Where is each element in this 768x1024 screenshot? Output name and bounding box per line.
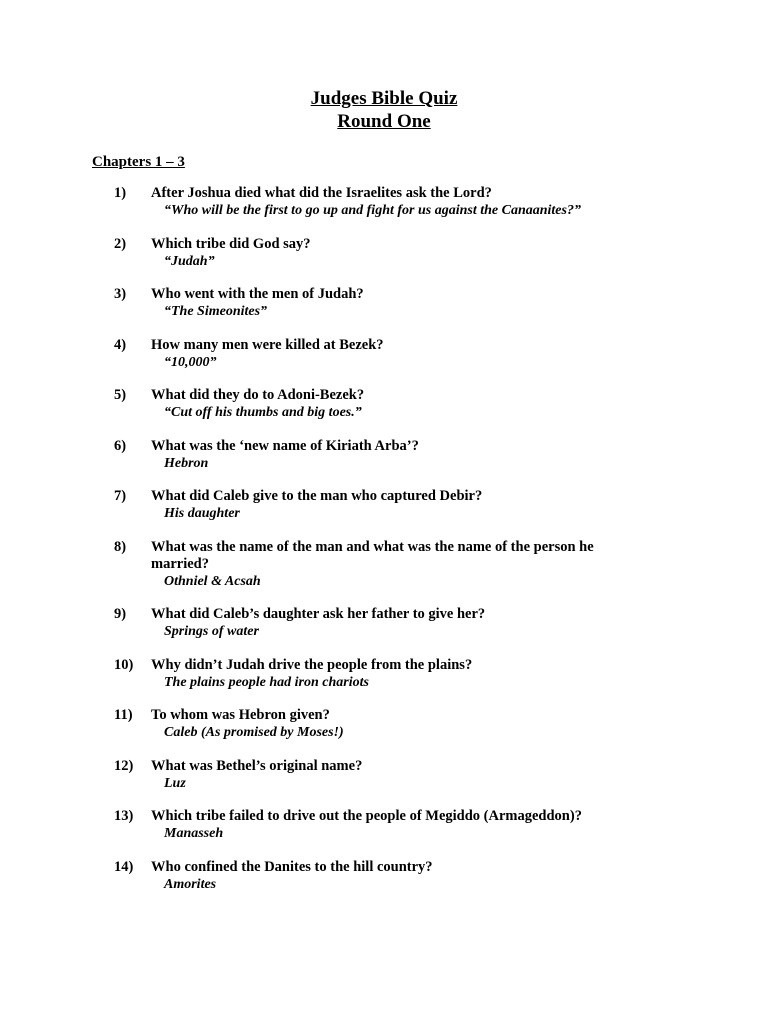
question-text: Who went with the men of Judah? [151, 286, 364, 302]
question-item [0, 488, 768, 522]
question-number: 13) [114, 808, 134, 824]
question-text: What did they do to Adoni-Bezek? [151, 387, 365, 403]
answer-text: “Who will be the first to go up and fight for us against the Canaanites?” [164, 203, 581, 218]
question-number: 5) [114, 387, 127, 403]
question-number: 7) [114, 488, 127, 504]
section-heading: Chapters 1 – 3 [92, 154, 185, 170]
answer-text: “Judah” [164, 253, 215, 269]
question-number: 2) [114, 235, 127, 252]
question-number: 3) [114, 286, 127, 302]
answer-text: Hebron [164, 455, 209, 471]
question-text: How many men were killed at Bezek? [151, 336, 384, 353]
question-number: 14) [114, 858, 134, 875]
question-item [0, 539, 768, 590]
question-number: 6) [114, 437, 127, 454]
question-item [0, 286, 768, 320]
question-item [0, 859, 768, 893]
answer-text: Othniel & Acsah [164, 573, 261, 589]
answer-text: The plains people had iron chariots [164, 674, 369, 690]
question-text: What was the name of the man and what was the name of the person he married? [151, 538, 594, 572]
question-text: To whom was Hebron given? [151, 707, 330, 723]
question-item [0, 606, 768, 640]
question-item [0, 236, 768, 270]
question-item [0, 758, 768, 792]
question-text: Why didn’t Judah drive the people from the plains? [151, 656, 473, 673]
answer-text: “Cut off his thumbs and big toes.” [164, 405, 362, 420]
answer-text: “The Simeonites” [164, 304, 268, 319]
question-item [0, 438, 768, 472]
question-item [0, 387, 768, 421]
question-number: 10) [114, 656, 134, 673]
answer-text: “10,000” [164, 354, 217, 370]
question-item [0, 808, 768, 842]
answer-text: Amorites [164, 876, 217, 892]
question-text: Who confined the Danites to the hill country? [151, 858, 433, 875]
question-item [0, 707, 768, 741]
question-number: 8) [114, 538, 127, 555]
answer-text: His daughter [164, 506, 240, 521]
question-text: What was Bethel’s original name? [151, 757, 363, 774]
question-item [0, 185, 768, 219]
question-number: 11) [114, 707, 133, 723]
answer-text: Luz [164, 775, 186, 791]
question-text: What was the ‘new name of Kiriath Arba’? [151, 437, 419, 454]
page-title: Judges Bible Quiz [310, 88, 458, 109]
page-subtitle: Round One [337, 111, 431, 132]
answer-text: Springs of water [164, 624, 259, 639]
question-item [0, 337, 768, 371]
question-number: 1) [114, 185, 127, 201]
question-text: Which tribe did God say? [151, 235, 311, 252]
question-text: Which tribe failed to drive out the people of Megiddo (Armageddon)? [151, 808, 582, 824]
question-number: 9) [114, 606, 127, 622]
question-text: After Joshua died what did the Israelites ask the Lord? [151, 185, 492, 201]
question-text: What did Caleb give to the man who captured Debir? [151, 488, 483, 504]
answer-text: Manasseh [164, 826, 224, 841]
question-list [0, 185, 768, 909]
question-text: What did Caleb’s daughter ask her father to give her? [151, 606, 486, 622]
answer-text: Caleb (As promised by Moses!) [164, 725, 344, 740]
question-number: 12) [114, 757, 134, 774]
question-item [0, 657, 768, 691]
question-number: 4) [114, 336, 127, 353]
